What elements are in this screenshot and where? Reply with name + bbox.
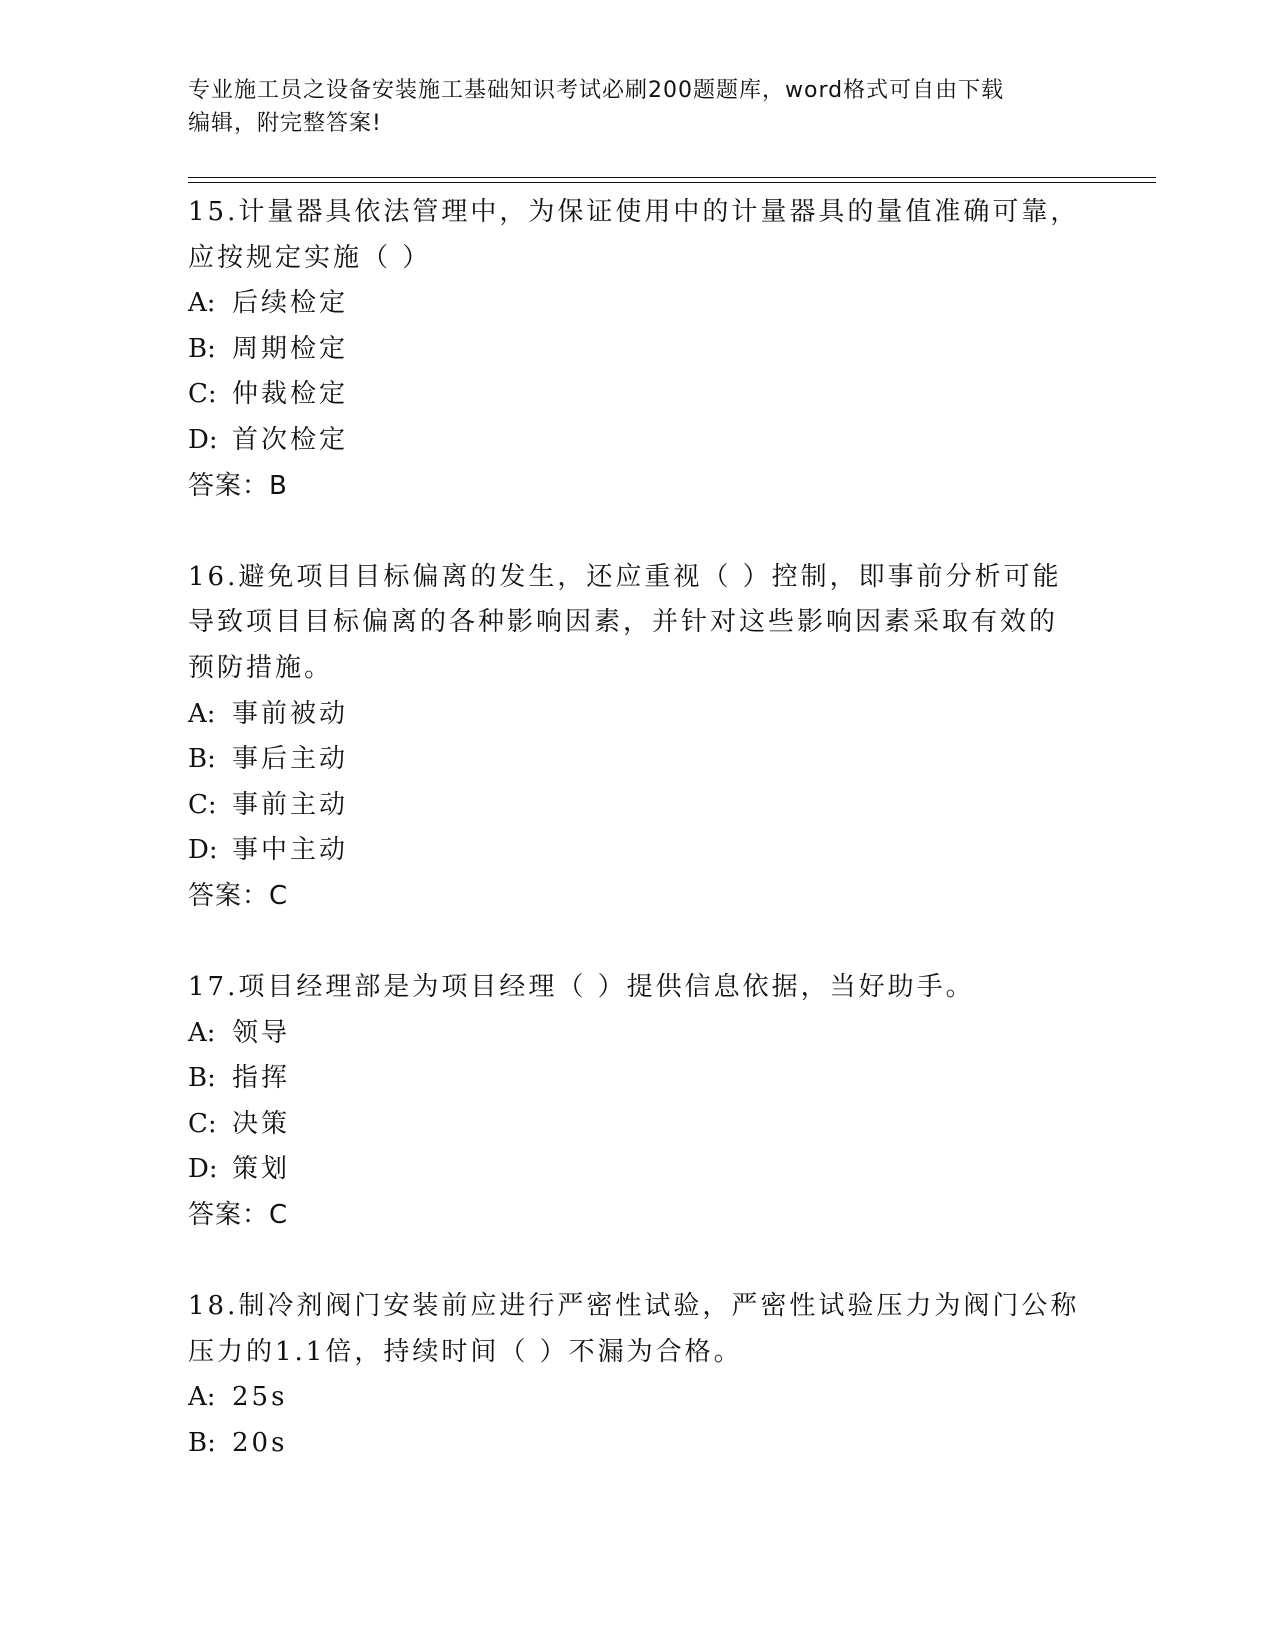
question-stem-line: 压力的1.1倍，持续时间（ ）不漏为合格。 xyxy=(188,1336,743,1367)
option-d xyxy=(188,828,1088,874)
option-letter: D: xyxy=(188,835,218,866)
question-stem-line: 16.避免项目目标偏离的发生，还应重视（ ）控制，即事前分析可能 xyxy=(188,561,1062,592)
answer-line: 答案：B xyxy=(188,470,288,501)
option-letter: B: xyxy=(188,1428,216,1459)
option-text: 后续检定 xyxy=(232,288,349,319)
option-c xyxy=(188,783,1088,829)
question-stem-line: 17.项目经理部是为项目经理（ ）提供信息依据，当好助手。 xyxy=(188,972,975,1003)
option-a xyxy=(188,1375,1088,1421)
option-letter: A: xyxy=(188,698,216,729)
question-spacer xyxy=(188,509,1088,555)
question-stem-line: 导致项目目标偏离的各种影响因素，并针对这些影响因素采取有效的 xyxy=(188,607,1059,638)
option-letter: B: xyxy=(188,744,216,775)
question-16 xyxy=(188,555,1088,920)
header-divider-bottom xyxy=(188,182,1156,183)
question-spacer xyxy=(188,920,1088,966)
option-c xyxy=(188,372,1088,418)
answer-line: 答案：C xyxy=(188,880,289,911)
question-18 xyxy=(188,1284,1088,1466)
option-b xyxy=(188,327,1088,373)
option-text: 策划 xyxy=(232,1154,291,1185)
question-17 xyxy=(188,965,1088,1239)
question-stem-line: 应按规定实施（ ） xyxy=(188,242,432,273)
option-letter: A: xyxy=(188,288,216,319)
option-a xyxy=(188,692,1088,738)
option-d xyxy=(188,418,1088,464)
option-text: 事后主动 xyxy=(232,744,349,775)
option-a xyxy=(188,281,1088,327)
option-text: 事前被动 xyxy=(232,698,349,729)
option-text: 首次检定 xyxy=(232,424,349,455)
option-d xyxy=(188,1147,1088,1193)
question-spacer xyxy=(188,1239,1088,1285)
option-letter: D: xyxy=(188,1154,218,1185)
question-15 xyxy=(188,190,1088,509)
document-header xyxy=(188,74,1088,140)
option-b xyxy=(188,1421,1088,1467)
question-list xyxy=(188,190,1088,1467)
option-text: 事中主动 xyxy=(232,835,349,866)
option-b xyxy=(188,1056,1088,1102)
option-text: 事前主动 xyxy=(232,789,349,820)
option-a xyxy=(188,1011,1088,1057)
option-letter: C: xyxy=(188,1108,217,1139)
option-letter: B: xyxy=(188,333,216,364)
option-text: 决策 xyxy=(232,1108,291,1139)
header-line-2: 编辑，附完整答案! xyxy=(188,111,382,136)
option-text: 指挥 xyxy=(232,1063,291,1094)
option-text: 20s xyxy=(232,1428,288,1459)
option-text: 仲裁检定 xyxy=(232,379,349,410)
header-line-1: 专业施工员之设备安装施工基础知识考试必刷200题题库，word格式可自由下载 xyxy=(188,78,1005,103)
answer-line: 答案：C xyxy=(188,1200,289,1231)
option-letter: B: xyxy=(188,1063,216,1094)
option-letter: C: xyxy=(188,789,217,820)
option-text: 周期检定 xyxy=(232,333,349,364)
question-stem-line: 15.计量器具依法管理中，为保证使用中的计量器具的量值准确可靠， xyxy=(188,197,1080,227)
option-letter: D: xyxy=(188,424,218,455)
option-c xyxy=(188,1102,1088,1148)
option-letter: A: xyxy=(188,1382,216,1413)
option-letter: A: xyxy=(188,1017,216,1048)
option-text: 25s xyxy=(232,1382,288,1413)
option-letter: C: xyxy=(188,379,217,410)
question-stem-line: 18.制冷剂阀门安装前应进行严密性试验，严密性试验压力为阀门公称 xyxy=(188,1291,1080,1322)
option-text: 领导 xyxy=(232,1017,291,1048)
option-b xyxy=(188,737,1088,783)
header-divider-top xyxy=(188,177,1156,178)
question-stem-line: 预防措施。 xyxy=(188,652,334,683)
